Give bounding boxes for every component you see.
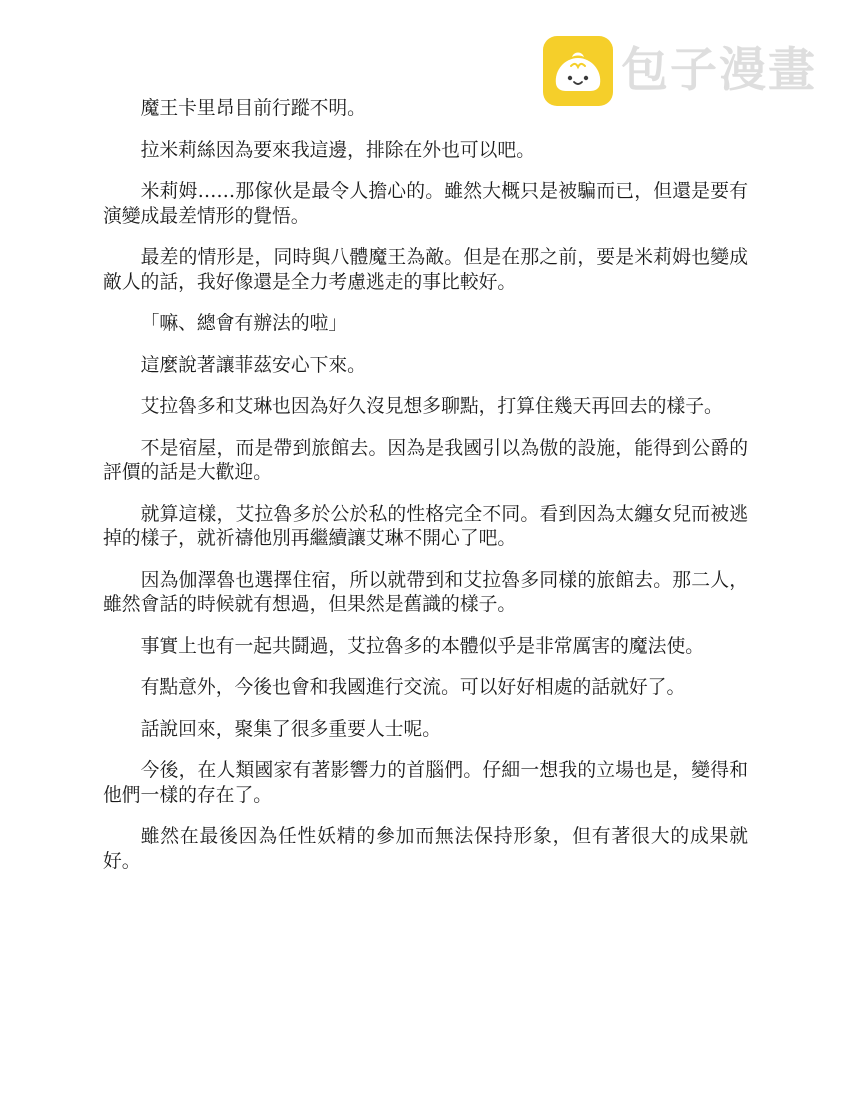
paragraph: 就算這樣，艾拉魯多於公於私的性格完全不同。看到因為太纏女兒而被逃掉的樣子，就祈禱他別再繼續讓艾琳不開心了吧。	[103, 503, 748, 549]
paragraph: 拉米莉絲因為要來我這邊，排除在外也可以吧。	[140, 139, 535, 161]
paragraph: 不是宿屋，而是帶到旅館去。因為是我國引以為傲的設施，能得到公爵的評價的話是大歡迎。	[103, 437, 748, 483]
document-body	[103, 97, 748, 891]
paragraph: 話說回來，聚集了很多重要人士呢。	[140, 718, 442, 740]
paragraph: 「嘛、總會有辦法的啦」	[140, 313, 348, 334]
bun-logo-icon	[543, 36, 613, 106]
watermark-logo	[543, 36, 817, 106]
watermark-text: 包子漫畫	[621, 43, 817, 98]
paragraph: 這麼說著讓菲茲安心下來。	[140, 354, 366, 376]
paragraph: 今後，在人類國家有著影響力的首腦們。仔細一想我的立場也是，變得和他們一樣的存在了。	[103, 760, 748, 806]
paragraph: 米莉姆……那傢伙是最令人擔心的。雖然大概只是被騙而已，但還是要有演變成最差情形的覺悟。	[103, 181, 748, 227]
paragraph: 有點意外，今後也會和我國進行交流。可以好好相處的話就好了。	[140, 677, 686, 698]
paragraph: 最差的情形是，同時與八體魔王為敵。但是在那之前，要是米莉姆也變成敵人的話，我好像還是全力考慮逃走的事比較好。	[103, 247, 748, 293]
paragraph: 艾拉魯多和艾琳也因為好久沒見想多聊點，打算住幾天再回去的樣子。	[140, 396, 723, 417]
paragraph: 事實上也有一起共鬪過，艾拉魯多的本體似乎是非常厲害的魔法使。	[140, 635, 705, 657]
paragraph: 雖然在最後因為任性妖精的參加而無法保持形象，但有著很大的成果就好。	[103, 826, 748, 872]
paragraph: 魔王卡里昂目前行蹤不明。	[140, 98, 366, 119]
paragraph: 因為伽澤魯也選擇住宿，所以就帶到和艾拉魯多同樣的旅館去。那二人，雖然會話的時候就有想過，但果然是舊識的樣子。	[103, 569, 748, 615]
